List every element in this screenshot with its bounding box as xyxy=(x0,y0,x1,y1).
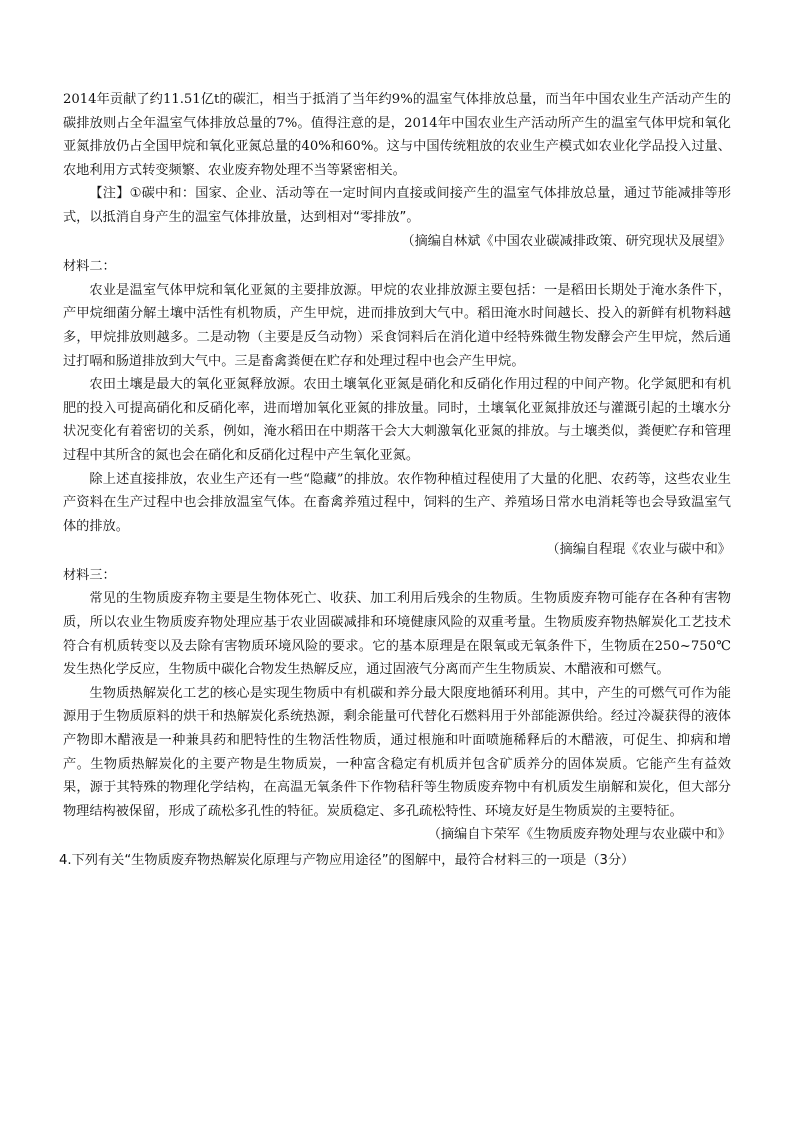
material2-paragraph-1: 农业是温室气体甲烷和氧化亚氮的主要排放源。甲烷的农业排放源主要包括：一是稻田长期处于淹水条件下，产甲烷细菌分解土壤中活性有机物质，产生甲烷，进而排放到大气中。稻田淹水时间越长、投入的新鲜有机物料越多，甲烷排放则越多。二是动物（主要是反刍动物）采食饲料后在消化道中经特殊微生物发酵会产生甲烷，然后通过打嗝和肠道排放到大气中。三是畜禽粪便在贮存和处理过程中也会产生甲烷。 xyxy=(63,282,731,369)
source-citation-2: （摘编自程琨《农业与碳中和》 xyxy=(546,542,731,558)
material2-paragraph-2: 农田土壤是最大的氧化亚氮释放源。农田土壤氧化亚氮是硝化和反硝化作用过程的中间产物。化学氮肥和有机肥的投入可提高硝化和反硝化率，进而增加氧化亚氮的排放量。同时，土壤氧化亚氮排放还与灌溉引起的土壤水分状况变化有着密切的关系，例如，淹水稻田在中期落干会大大刺激氧化亚氮的排放。与土壤类似，粪便贮存和管理过程中其所含的氮也会在硝化和反硝化过程中产生氧化亚氮。 xyxy=(63,377,731,463)
question-4: 4.下列有关“生物质废弃物热解炭化原理与产物应用途径”的图解中，最符合材料三的一项是（3分） xyxy=(59,853,635,868)
material3-heading: 材料三： xyxy=(63,567,116,583)
note-paragraph: 【注】①碳中和：国家、企业、活动等在一定时间内直接或间接产生的温室气体排放总量，通过节能减排等形式，以抵消自身产生的温室气体排放量，达到相对“零排放”。 xyxy=(63,186,731,225)
document-page xyxy=(59,88,731,873)
source-citation-1: （摘编自林斌《中国农业碳减排政策、研究现状及展望》 xyxy=(401,233,731,249)
material2-heading: 材料二： xyxy=(63,259,116,275)
source-citation-3: （摘编自卞荣军《生物质废弃物处理与农业碳中和》 xyxy=(427,827,731,843)
material2-paragraph-3: 除上述直接排放，农业生产还有一些“隐藏”的排放。农作物种植过程使用了大量的化肥、农药等，这些农业生产资料在生产过程中也会排放温室气体。在畜禽养殖过程中，饲料的生产、养殖场日常水电消耗等也会导致温室气体的排放。 xyxy=(63,471,731,534)
material3-paragraph-1: 常见的生物质废弃物主要是生物体死亡、收获、加工利用后残余的生物质。生物质废弃物可能存在各种有害物质，所以农业生物质废弃物处理应基于农业固碳减排和环境健康风险的双重考量。生物质废弃物热解炭化工艺技术符合有机质转变以及去除有害物质环境风险的要求。它的基本原理是在限氧或无氧条件下，生物质在250~750℃发生热化学反应，生物质中碳化合物发生热解反应，通过固液气分离而产生生物质炭、木醋液和可燃气。 xyxy=(63,591,731,678)
material3-paragraph-2: 生物质热解炭化工艺的核心是实现生物质中有机碳和养分最大限度地循环利用。其中，产生的可燃气可作为能源用于生物质原料的烘干和热解炭化系统热源，剩余能量可代替化石燃料用于外部能源供给。经过冷凝获得的液体产物即木醋液是一种兼具药和肥特性的生物活性物质，通过根施和叶面喷施稀释后的木醋液，可促生、抑病和增产。生物质热解炭化的主要产物是生物质炭，一种富含稳定有机质并包含矿质养分的固体炭质。它能产生有益效果，源于其特殊的物理化学结构，在高温无氧条件下作物秸秆等生物质废弃物中有机质发生崩解和炭化，但大部分物理结构被保留，形成了疏松多孔性的特征。炭质稳定、多孔疏松特性、环境友好是生物质炭的主要特征。 xyxy=(63,685,731,819)
intro-paragraph: 2014年贡献了约11.51亿t的碳汇，相当于抵消了当年约9%的温室气体排放总量，而当年中国农业生产活动产生的碳排放则占全年温室气体排放总量的7%。值得注意的是，2014年中国农业生产活动所产生的温室气体甲烷和氧化亚氮排放仍占全国甲烷和氧化亚氮总量的40%和60%。这与中国传统粗放的农业生产模式如农业化学品投入过量、农地利用方式转变频繁、农业废弃物处理不当等紧密相关。 xyxy=(63,92,731,178)
